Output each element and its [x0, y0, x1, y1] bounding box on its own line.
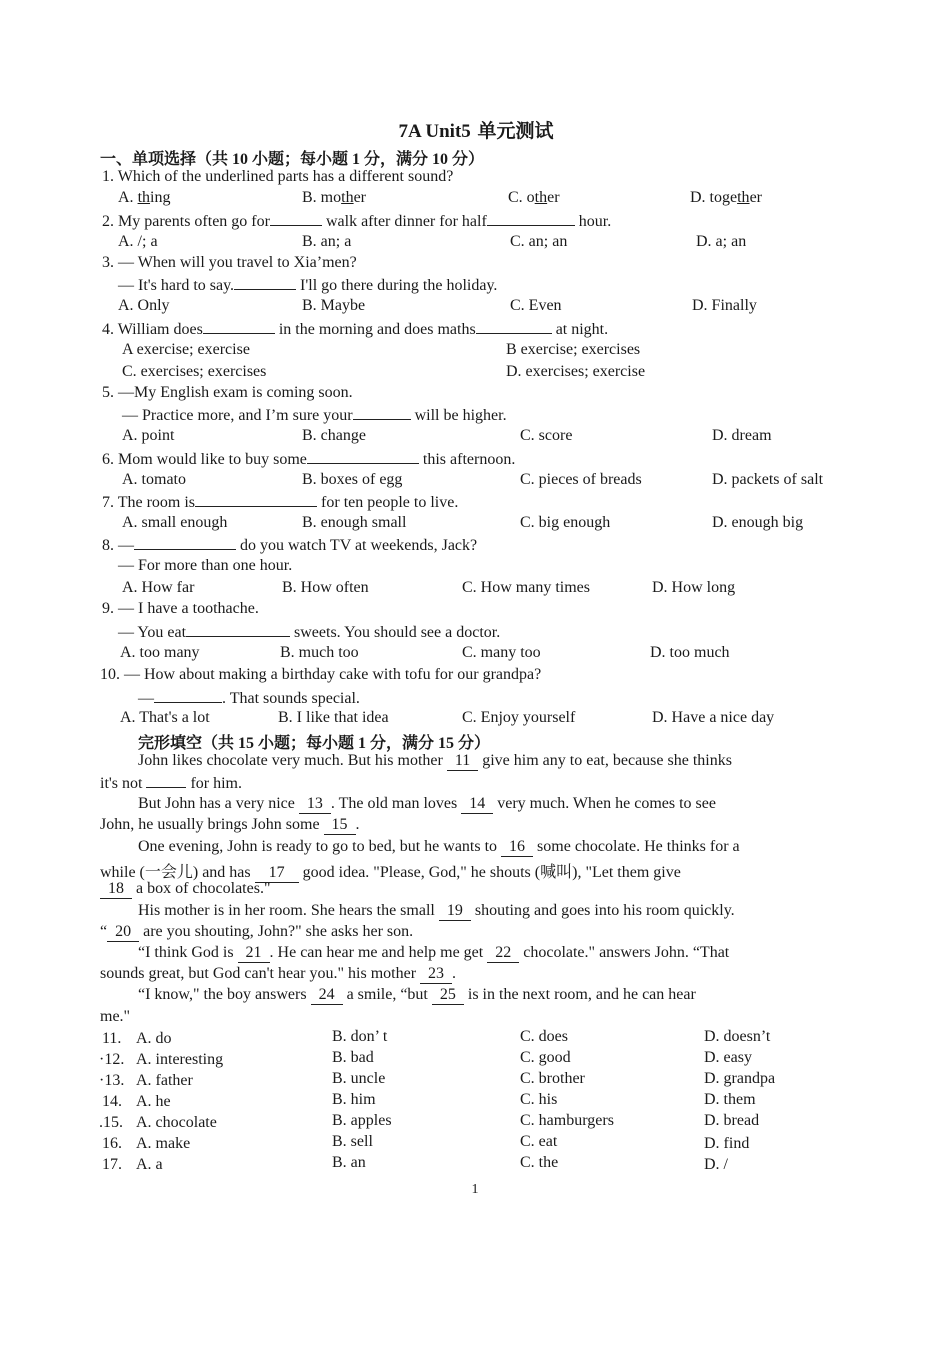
blank-18: 18 — [100, 880, 132, 899]
title-sub: 单元测试 — [477, 121, 554, 142]
q4-option-a: A exercise; exercise — [122, 341, 250, 358]
q3-option-c: C. Even — [510, 297, 562, 314]
q2-option-d: D. a; an — [696, 233, 747, 250]
q10-option-c: C. Enjoy yourself — [462, 709, 576, 726]
page-number: 1 — [471, 1182, 479, 1197]
passage-line-1: John likes chocolate very much. But his mother 11 give him any to eat, because she thinks — [138, 752, 732, 769]
cloze-12-number: ·12. — [99, 1051, 125, 1068]
q9-option-c: C. many too — [462, 644, 541, 661]
q4-option-d: D. exercises; exercise — [506, 363, 646, 380]
q1-option-b: B. mother — [302, 189, 367, 206]
q7-option-d: D. enough big — [712, 514, 804, 531]
cloze-12-option-b: B. bad — [332, 1049, 374, 1066]
q5-option-b: B. change — [302, 427, 366, 444]
q9-line2: — You eat sweets. You should see a doctor. — [118, 624, 501, 641]
q3-option-a: A. Only — [118, 297, 170, 314]
q5-line2: — Practice more, and I’m sure your will be higher. — [122, 407, 507, 424]
q2-stem: 2. My parents often go for walk after dinner for half hour. — [102, 213, 612, 230]
passage-line-9: “ 20 are you shouting, John?" she asks her son. — [100, 923, 414, 940]
cloze-11-option-d: D. doesn’t — [704, 1028, 771, 1045]
q1-option-d: D. together — [690, 189, 762, 206]
q4-stem: 4. William does in the morning and does maths at night. — [102, 321, 609, 338]
passage-line-12: “I know," the boy answers 24 a smile, “but 25 is in the next room, and he can hear — [138, 986, 696, 1003]
q9-option-a: A. too many — [120, 644, 200, 661]
passage-line-5: One evening, John is ready to go to bed, but he wants to 16 some chocolate. He thinks for a — [138, 838, 740, 855]
cloze-14-number: 14. — [102, 1093, 122, 1110]
q9-line1: 9. — I have a toothache. — [102, 600, 259, 617]
passage-line-13: me." — [100, 1008, 131, 1025]
blank-11: 11 — [447, 752, 478, 771]
passage-line-3: But John has a very nice 13 . The old man loves 14 very much. When he comes to see — [138, 795, 716, 812]
cloze-16-option-a: A. make — [136, 1135, 191, 1152]
cloze-17-option-b: B. an — [332, 1154, 366, 1171]
cloze-13-option-b: B. uncle — [332, 1070, 386, 1087]
cloze-14-option-c: C. his — [520, 1091, 558, 1108]
q10-option-a: A. That's a lot — [120, 709, 210, 726]
cloze-13-number: ·13. — [99, 1072, 125, 1089]
q8-option-b: B. How often — [282, 579, 369, 596]
cloze-17-option-c: C. the — [520, 1154, 559, 1171]
q7-stem: 7. The room is for ten people to live. — [102, 494, 459, 511]
q3-line2: — It's hard to say. I'll go there during the holiday. — [118, 277, 498, 294]
q5-option-c: C. score — [520, 427, 573, 444]
cloze-13-option-a: A. father — [136, 1072, 193, 1089]
blank-21: 21 — [238, 944, 270, 963]
q7-option-b: B. enough small — [302, 514, 407, 531]
cloze-14-option-b: B. him — [332, 1091, 376, 1108]
q2-option-a: A. /; a — [118, 233, 158, 250]
passage-line-2: it's not for him. — [100, 775, 242, 792]
cloze-17-number: 17. — [102, 1156, 122, 1173]
q9-option-b: B. much too — [280, 644, 359, 661]
passage-line-7: 18 a box of chocolates." — [100, 880, 270, 899]
cloze-11-number: 11. — [102, 1030, 122, 1047]
cloze-15-option-c: C. hamburgers — [520, 1112, 614, 1129]
blank-19: 19 — [439, 902, 471, 921]
section1-heading: 一、单项选择（共 10 小题；每小题 1 分，满分 10 分） — [100, 151, 485, 168]
q10-option-d: D. Have a nice day — [652, 709, 775, 726]
q8-option-a: A. How far — [122, 579, 195, 596]
q1-option-c: C. other — [508, 189, 560, 206]
blank-14: 14 — [461, 795, 493, 814]
q1-option-a: A. thing — [118, 189, 171, 206]
q10-option-b: B. I like that idea — [278, 709, 389, 726]
passage-line-8: His mother is in her room. She hears the small 19 shouting and goes into his room quickly. — [138, 902, 735, 919]
q5-line1: 5. —My English exam is coming soon. — [102, 384, 353, 401]
passage-line-4: John, he usually brings John some 15 . — [100, 816, 360, 833]
blank-13: 13 — [299, 795, 331, 814]
q5-option-a: A. point — [122, 427, 175, 444]
cloze-11-option-c: C. does — [520, 1028, 568, 1045]
section2-heading: 完形填空（共 15 小题；每小题 1 分，满分 15 分） — [138, 735, 491, 752]
cloze-16-option-c: C. eat — [520, 1133, 558, 1150]
cloze-16-option-d: D. find — [704, 1135, 750, 1152]
q6-stem: 6. Mom would like to buy some this afternoon. — [102, 451, 516, 468]
cloze-12-option-a: A. interesting — [136, 1051, 224, 1068]
blank-16: 16 — [501, 838, 533, 857]
q4-option-c: C. exercises; exercises — [122, 363, 267, 380]
cloze-15-number: .15. — [99, 1114, 123, 1131]
q4-option-b: B exercise; exercises — [506, 341, 641, 358]
q6-option-d: D. packets of salt — [712, 471, 824, 488]
cloze-15-option-b: B. apples — [332, 1112, 392, 1129]
cloze-13-option-c: C. brother — [520, 1070, 585, 1087]
q7-option-a: A. small enough — [122, 514, 228, 531]
page-title — [0, 116, 950, 143]
cloze-14-option-d: D. them — [704, 1091, 756, 1108]
blank-23: 23 — [420, 965, 452, 984]
q6-option-b: B. boxes of egg — [302, 471, 403, 488]
cloze-11-option-b: B. don’ t — [332, 1028, 388, 1045]
blank-20: 20 — [107, 923, 139, 942]
passage-line-11: sounds great, but God can't hear you." his mother 23 . — [100, 965, 457, 982]
q3-line1: 3. — When will you travel to Xia’men? — [102, 254, 357, 271]
q8-line2: — For more than one hour. — [118, 557, 293, 574]
cloze-11-option-a: A. do — [136, 1030, 172, 1047]
title-main: 7A Unit5 — [398, 121, 471, 142]
cloze-15-option-a: A. chocolate — [136, 1114, 217, 1131]
cloze-17-option-d: D. / — [704, 1156, 728, 1173]
q10-line2: — . That sounds special. — [138, 690, 360, 707]
q5-option-d: D. dream — [712, 427, 772, 444]
q2-option-b: B. an; a — [302, 233, 352, 250]
q2-option-c: C. an; an — [510, 233, 568, 250]
q7-option-c: C. big enough — [520, 514, 611, 531]
q10-line1: 10. — How about making a birthday cake with tofu for our grandpa? — [100, 666, 542, 683]
cloze-16-option-b: B. sell — [332, 1133, 373, 1150]
passage-line-6: while (一会儿) and has 17 good idea. "Please, God," he shouts (喊叫), "Let them give — [100, 864, 681, 881]
q1-stem: 1. Which of the underlined parts has a different sound? — [102, 168, 454, 185]
cloze-15-option-d: D. bread — [704, 1112, 760, 1129]
q3-option-d: D. Finally — [692, 297, 757, 314]
cloze-12-option-c: C. good — [520, 1049, 571, 1066]
blank-22: 22 — [487, 944, 519, 963]
cloze-17-option-a: A. a — [136, 1156, 163, 1173]
cloze-13-option-d: D. grandpa — [704, 1070, 776, 1087]
cloze-14-option-a: A. he — [136, 1093, 171, 1110]
blank-25: 25 — [432, 986, 464, 1005]
blank-15: 15 — [324, 816, 356, 835]
q8-line1: 8. — do you watch TV at weekends, Jack? — [102, 537, 478, 554]
blank-24: 24 — [311, 986, 343, 1005]
q3-option-b: B. Maybe — [302, 297, 366, 314]
cloze-16-number: 16. — [102, 1135, 122, 1152]
q9-option-d: D. too much — [650, 644, 730, 661]
passage-line-10: “I think God is 21 . He can hear me and help me get 22 chocolate." answers John. “That — [138, 944, 730, 961]
cloze-12-option-d: D. easy — [704, 1049, 752, 1066]
blank-17: 17 — [255, 864, 299, 883]
q6-option-c: C. pieces of breads — [520, 471, 642, 488]
q8-option-c: C. How many times — [462, 579, 590, 596]
q8-option-d: D. How long — [652, 579, 736, 596]
q6-option-a: A. tomato — [122, 471, 186, 488]
blank-12 — [146, 773, 186, 788]
